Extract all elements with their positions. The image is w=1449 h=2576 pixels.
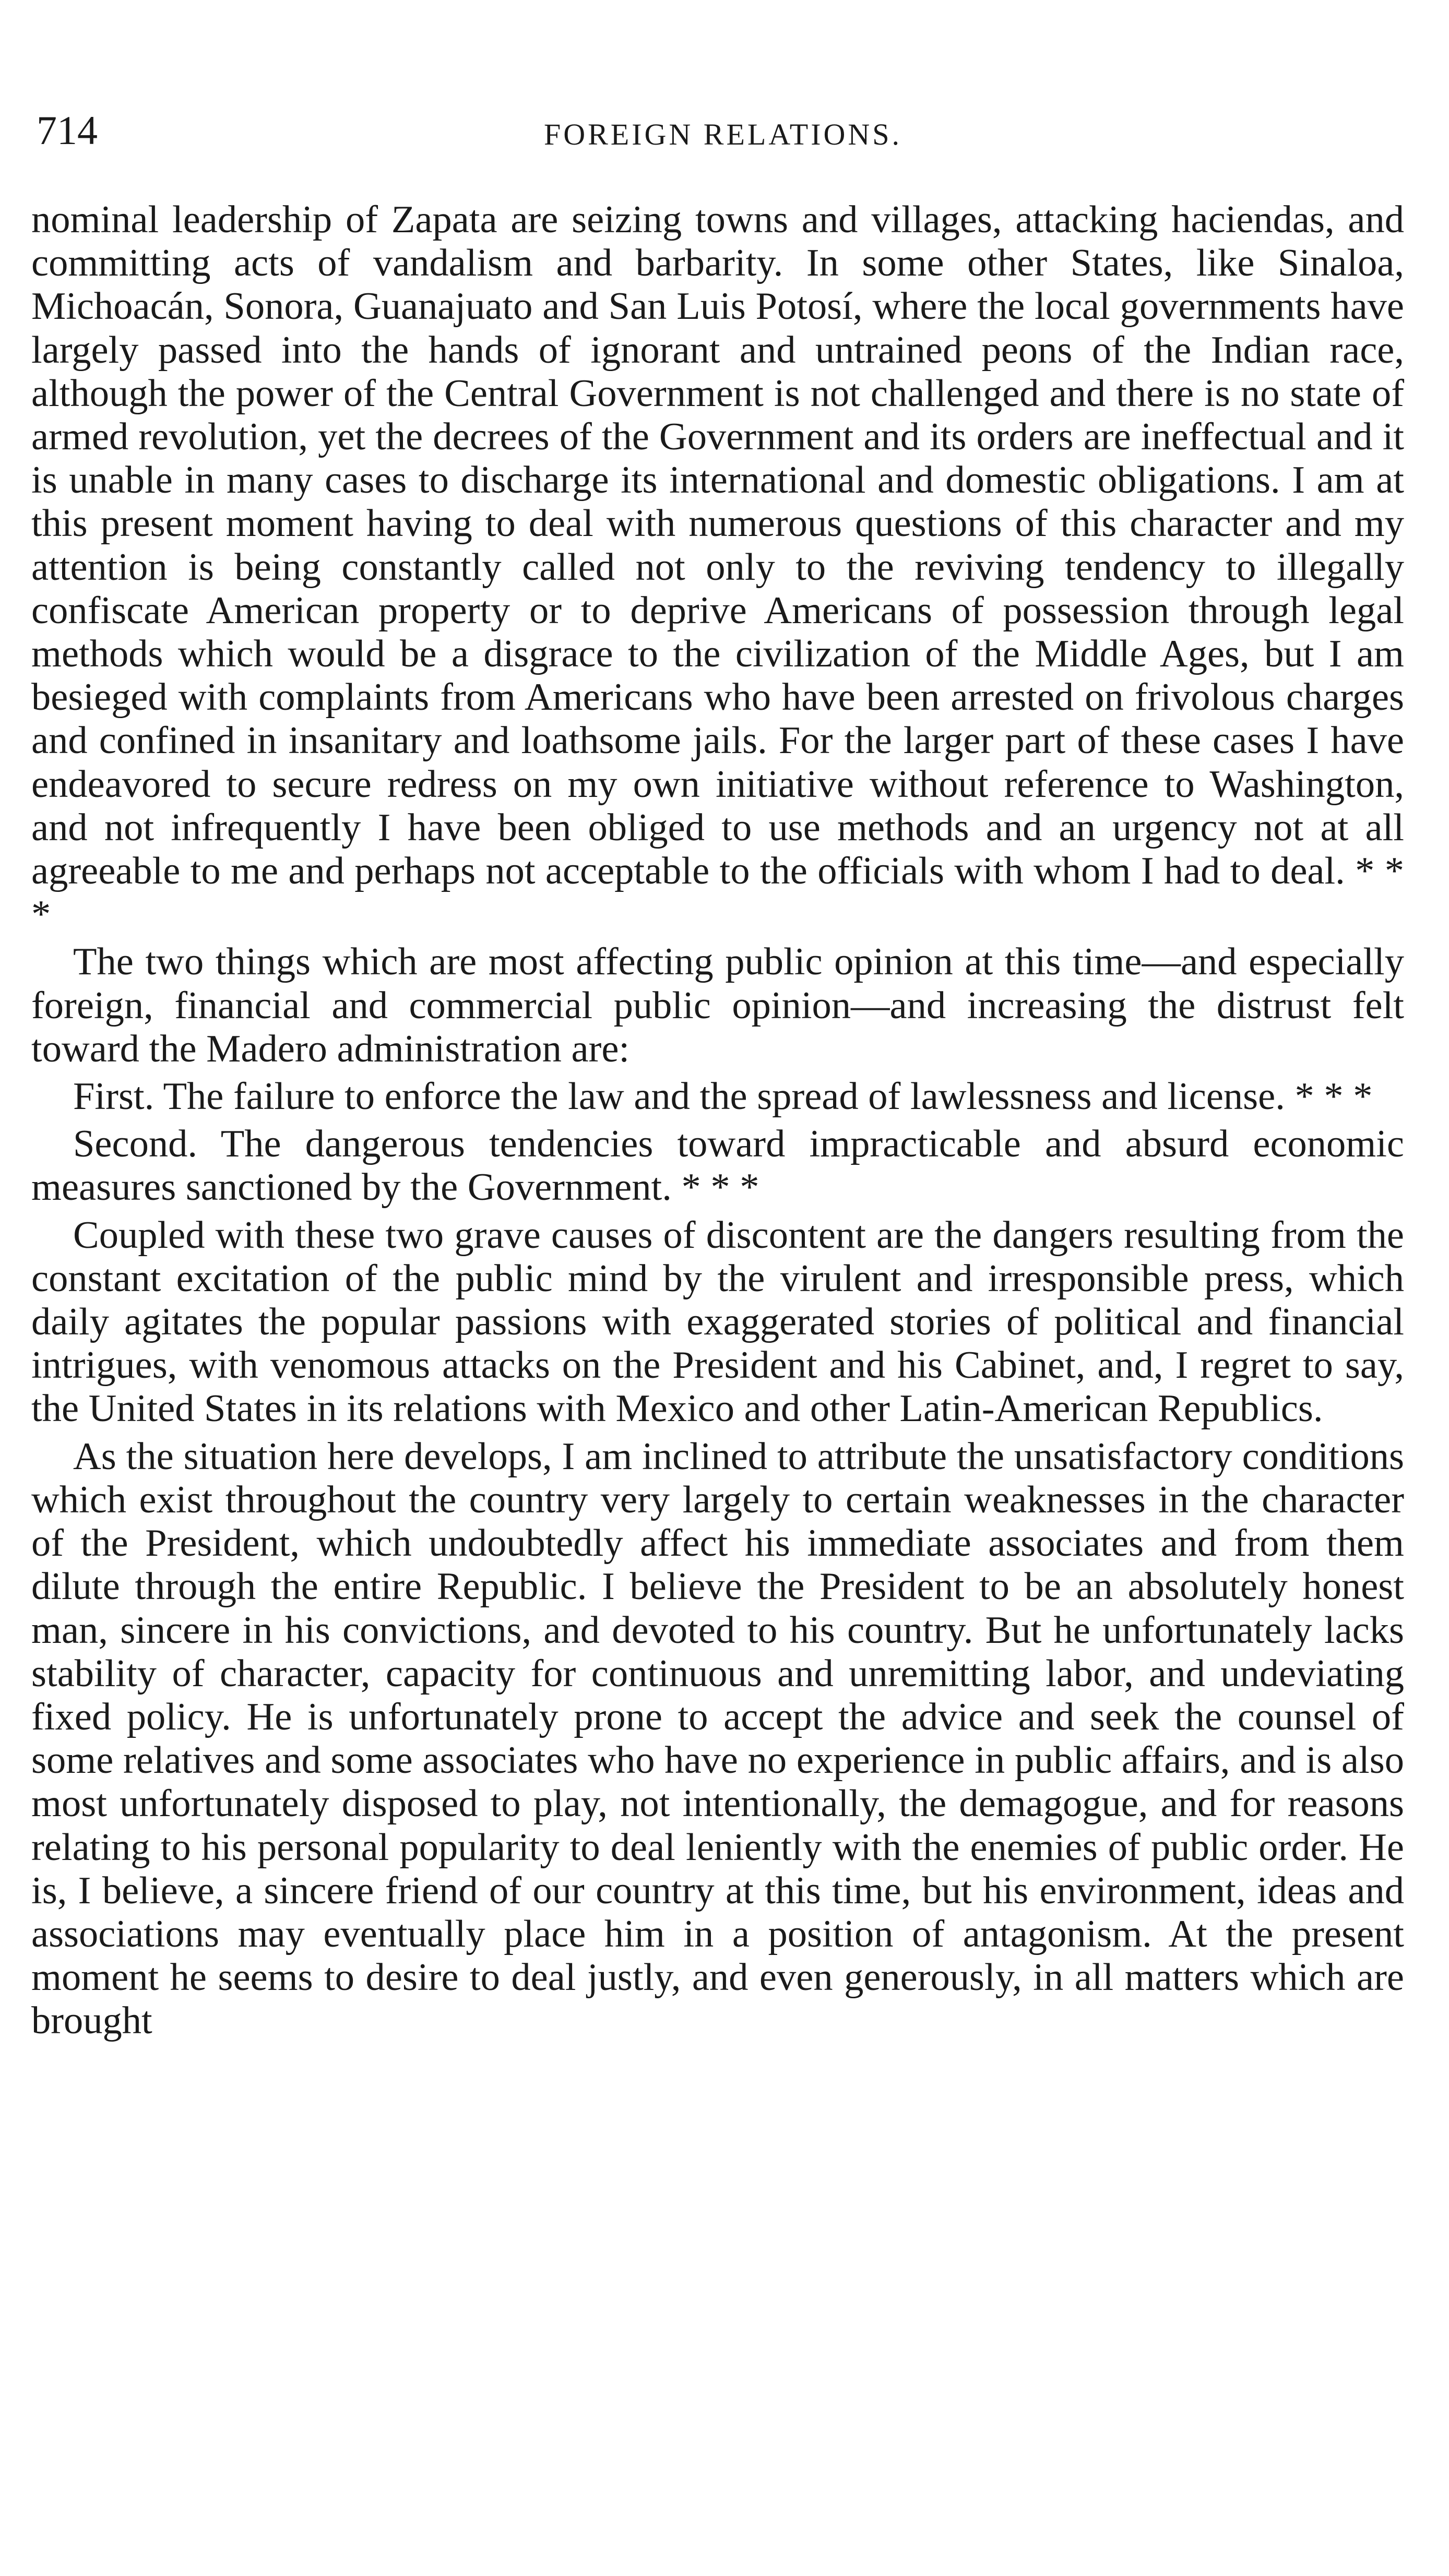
paragraph-press: Coupled with these two grave causes of discontent are the dangers resulting from the constant excitation of the public mind by the virulent and irresponsible press, which daily agitates the popular passions with exaggerated stories of political and financial intrigues, with venomous attacks on the President and his Cabinet, and, I regret to say, the United States in its relations with Mexico and other Latin-American Republics.	[31, 1213, 1404, 1430]
paragraph-continuation: nominal leadership of Zapata are seizing towns and villages, attacking haciendas, and committing acts of vandalism and barbarity. In some other States, like Sinaloa, Michoacán, Sonora, Guanajuato and San Luis Potosí, where the local governments have largely passed into the hands of ignorant and untrained peons of the Indian race, although the power of the Central Government is not challenged and there is no state of armed revolution, yet the decrees of the Government and its orders are ineffectual and it is unable in many cases to discharge its international and domestic obligations. I am at this present moment having to deal with numerous questions of this character and my attention is being constantly called not only to the reviving tendency to illegally confiscate American property or to deprive Americans of possession through legal methods which would be a disgrace to the civilization of the Middle Ages, but I am besieged with complaints from Americans who have been arrested on frivolous charges and confined in insanitary and loathsome jails. For the larger part of these cases I have endeavored to secure redress on my own initiative without reference to Washington, and not infrequently I have been obliged to use methods and an urgency not at all agreeable to me and perhaps not acceptable to the officials with whom I had to deal. * * *	[31, 198, 1404, 936]
paragraph-second: Second. The dangerous tendencies toward impracticable and absurd economic measures sanctioned by the Government. * * *	[31, 1123, 1404, 1209]
paragraph-first: First. The failure to enforce the law and the spread of lawlessness and license. * * *	[73, 1075, 1373, 1118]
paragraph-two-things: The two things which are most affecting public opinion at this time—and especially foreign, financial and commercial public opinion—and increasing the distrust felt toward the Madero administration are:	[31, 940, 1404, 1070]
page-header	[37, 104, 1409, 162]
running-head: FOREIGN RELATIONS.	[543, 117, 902, 151]
paragraph-president: As the situation here develops, I am inclined to attribute the unsatisfactory conditions which exist throughout the country very largely to certain weaknesses in the character of the President, which undoubtedly affect his immediate associates and from them dilute through the entire Republic. I believe the President to be an absolutely honest man, sincere in his convictions, and devoted to his country. But he unfortunately lacks stability of character, capacity for continuous and unremitting labor, and undeviating fixed policy. He is unfortunately prone to accept the advice and seek the counsel of some relatives and some associates who have no experience in public affairs, and is also most unfortunately disposed to play, not intentionally, the demagogue, and for reasons relating to his personal popularity to deal leniently with the enemies of public order. He is, I believe, a sincere friend of our country at this time, but his environment, ideas and associations may eventually place him in a position of antagonism. At the present moment he seems to desire to deal justly, and even generously, in all matters which are brought	[31, 1435, 1404, 2043]
body-text	[31, 198, 1404, 2047]
page-number: 714	[37, 108, 98, 153]
